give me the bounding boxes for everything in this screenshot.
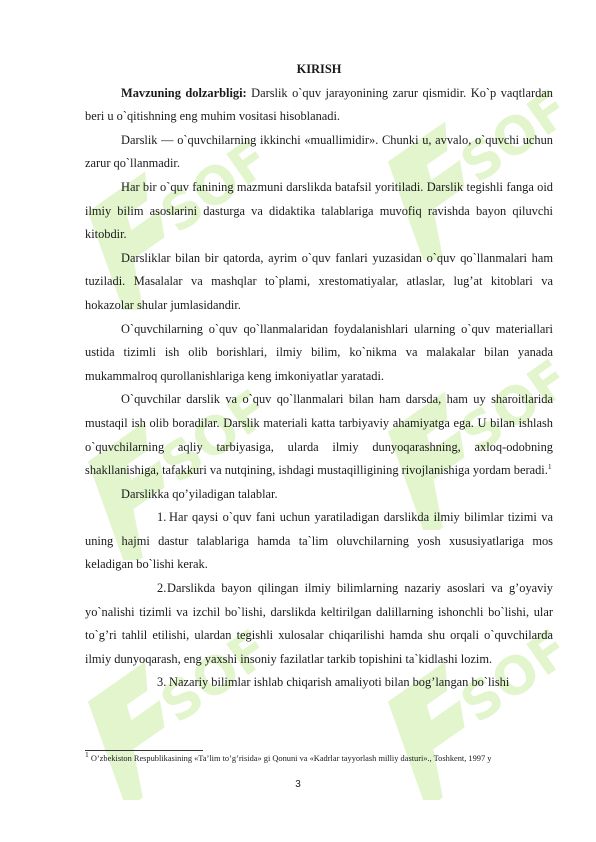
list-number: 3. bbox=[157, 675, 167, 690]
list-item bbox=[85, 671, 553, 695]
page-body bbox=[85, 58, 553, 695]
svg-text:SOF: SOF bbox=[450, 78, 560, 196]
list-number: 2. bbox=[157, 581, 167, 596]
list-text: Nazariy bilimlar ishlab chiqarish amaliyoti bilan bog’langan bo`lishi bbox=[169, 675, 510, 690]
svg-text:SOF: SOF bbox=[150, 128, 260, 246]
list-text: Har qaysi o`quv fani uchun yaratiladigan darslikda ilmiy bilimlar tizimi va uning hajmi dastur talablariga hamda ta`lim oluvchilarning yosh xususiyatlariga mos keladigan bo`lishi kerak. bbox=[85, 510, 553, 572]
relevance-heading: Mavzuning dolzarbligi: bbox=[121, 85, 247, 100]
page-number: 3 bbox=[295, 779, 301, 790]
paragraph: O`quvchilarning o`quv qo`llanmalaridan foydalanishlari ularning o`quv materiallari ustida tizimli ish olib borishlari, ilmiy bilim, ko`nikma va malakalar bilan yanada mukammalroq qurollanishlariga keng imkoniyatlar yaratadi. bbox=[85, 321, 553, 383]
footnote-divider bbox=[85, 750, 203, 751]
footnote-mark: 1 bbox=[85, 750, 89, 760]
relevance-text: Darslik o`quv jarayonining zarur qismidir. Ko`p vaqtlardan beri u o`qitishning eng muhim vositasi hisoblanadi. bbox=[85, 85, 553, 124]
paragraph: Darsliklar bilan bir qatorda, ayrim o`quv fanlari yuzasidan o`quv qo`llanmalari ham tuziladi. Masalalar va mashqlar to`plami, xrestomatiyalar, atlaslar, lug’at kitoblari va hokazolar shular jumlasidandir. bbox=[85, 250, 553, 312]
paragraph-relevance bbox=[85, 82, 553, 129]
page-title: KIRISH bbox=[296, 62, 342, 76]
paragraph bbox=[85, 388, 553, 482]
svg-text:SOF: SOF bbox=[150, 618, 260, 736]
paragraph-text: O`quvchilar darslik va o`quv qo`llanmalari bilan ham darsda, ham uy sharoitlarida mustaqil ish olib boradilar. Darslik materiali katta tarbiyaviy ahamiyatga ega. U bilan ishlash o`quvchilarning aqliy tarbiyasiga, ularda ilmiy dunyoqarashning, axloq-odobning shakllanishiga, tafakkuri va nutqining, ishdagi mustaqilligining rivojlanishiga yordam beradi. bbox=[85, 392, 553, 478]
footnote bbox=[85, 750, 553, 764]
svg-text:SOF: SOF bbox=[450, 348, 560, 466]
svg-text:SOF: SOF bbox=[150, 378, 260, 496]
paragraph-requirements-heading: Darslikka qo’yiladigan talablar. bbox=[121, 486, 278, 501]
svg-text:SOF: SOF bbox=[450, 618, 560, 736]
list-text: Darslikda bayon qilingan ilmiy bilimlarning nazariy asoslari va g’oyaviy yo`nalishi tizimli va izchil bo`lishi, darslikda keltirilgan dalillarning ishonchli bo`lishi, ular to`g’ri tahlil etilishi, ulardan tegishli xulosalar chiqarilishi hamda shu orqali o`quvchilarda ilmiy dunyoqarash, eng yaxshi insoniy fazilatlar tarkib topishini ta`kidlashi lozim. bbox=[85, 581, 553, 666]
footnote-reference[interactable]: 1 bbox=[547, 461, 552, 471]
list-item bbox=[85, 506, 553, 577]
footnote-text: O’zbekiston Respublikasining «Ta’lim to’g’risida» gi Qonuni va «Kadrlar tayyorlash milliy dasturi»., Toshkent, 1997 y bbox=[88, 754, 492, 763]
list-number: 1. bbox=[157, 510, 167, 525]
list-item bbox=[85, 577, 553, 671]
paragraph: Har bir o`quv fanining mazmuni darslikda batafsil yoritiladi. Darslik tegishli fanga oid ilmiy bilim asoslarini dasturga va didaktika talablariga muvofiq ravishda bayon qiluvchi kitobdir. bbox=[85, 179, 553, 242]
paragraph: Darslik — o`quvchilarning ikkinchi «muallimidir». Chunki u, avvalo, o`quvchi uchun zarur qo`llanmadir. bbox=[85, 132, 553, 171]
